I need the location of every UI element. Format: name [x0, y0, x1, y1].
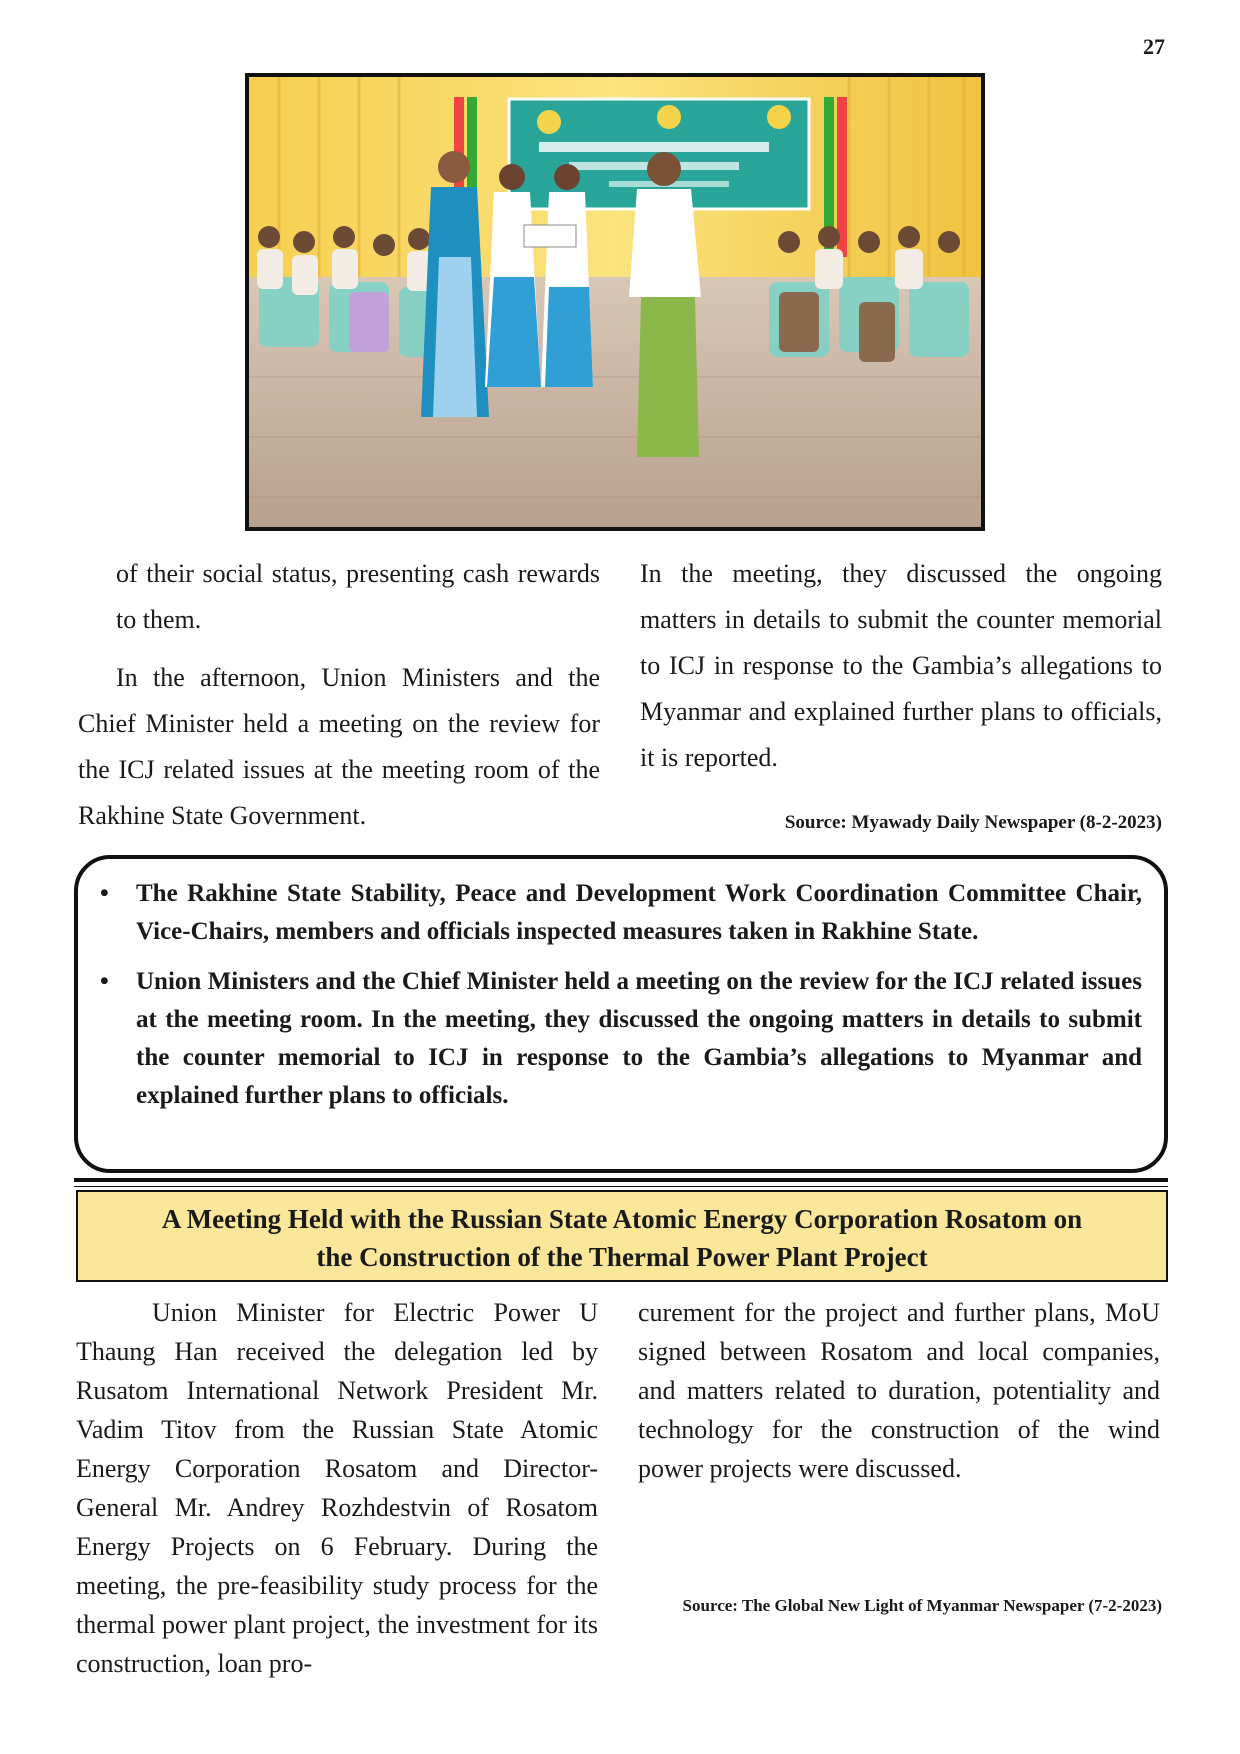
bullet-icon: • — [100, 968, 109, 995]
article2-paragraph: Union Minister for Electric Power U Thaung Han received the delegation led by Rusatom International Network President Mr. Vadim Titov from the Russian State Atomic Energy Corporation Rosatom and Director-General Mr. Andrey Rozhdestvin of Rosatom Energy Projects on 6 February. During the meeting, the pre-feasibility study process for the thermal power plant project, the investment for its construction, loan pro- — [76, 1298, 598, 1678]
news-photo — [245, 73, 985, 531]
highlight-item — [100, 875, 1142, 951]
highlight-text: Union Ministers and the Chief Minister held a meeting on the review for the ICJ related issues at the meeting room. In the meeting, they discussed the ongoing matters in details to submit the counter memorial to ICJ in response to the Gambia’s allegations to Myanmar and explained further plans to officials. — [136, 968, 1142, 1109]
highlight-text: The Rakhine State Stability, Peace and Development Work Coordination Committee Chair, Vice-Chairs, members and officials inspected measures taken in Rakhine State. — [136, 880, 1142, 945]
bullet-icon: • — [100, 880, 109, 907]
highlights-box — [74, 855, 1168, 1173]
article2-column-right — [638, 1293, 1160, 1488]
section-divider — [74, 1178, 1168, 1182]
article2-source: Source: The Global New Light of Myanmar Newspaper (7-2-2023) — [682, 1596, 1162, 1615]
highlight-item — [100, 963, 1142, 1115]
article2-heading-line: A Meeting Held with the Russian State Atomic Energy Corporation Rosatom on — [161, 1204, 1083, 1234]
article1-source: Source: Myawady Daily Newspaper (8-2-2023) — [784, 812, 1162, 833]
article1-paragraph: of their social status, presenting cash rewards to them. — [116, 559, 600, 634]
article2-heading — [76, 1190, 1168, 1282]
article1-paragraph: In the afternoon, Union Ministers and the Chief Minister held a meeting on the review for the ICJ related issues at the meeting room of the Rakhine State Government. — [78, 663, 600, 830]
photo-illustration — [249, 77, 981, 527]
article2-paragraph: curement for the project and further plans, MoU signed between Rosatom and local companies, and matters related to duration, potentiality and technology for the construction of the wind power projects were discussed. — [638, 1298, 1160, 1483]
article1-column-left — [78, 551, 600, 839]
page-number: 27 — [1143, 34, 1165, 59]
article1-paragraph: In the meeting, they discussed the ongoing matters in details to submit the counter memorial to ICJ in response to the Gambia’s allegations to Myanmar and explained further plans to officials, it is reported. — [640, 559, 1162, 772]
article2-heading-line: the Construction of the Thermal Power Plant Project — [316, 1242, 928, 1272]
article2-column-left — [76, 1293, 598, 1683]
highlights-list — [100, 875, 1142, 1127]
article1-column-right — [640, 551, 1162, 781]
section-divider-thin — [74, 1186, 1168, 1187]
